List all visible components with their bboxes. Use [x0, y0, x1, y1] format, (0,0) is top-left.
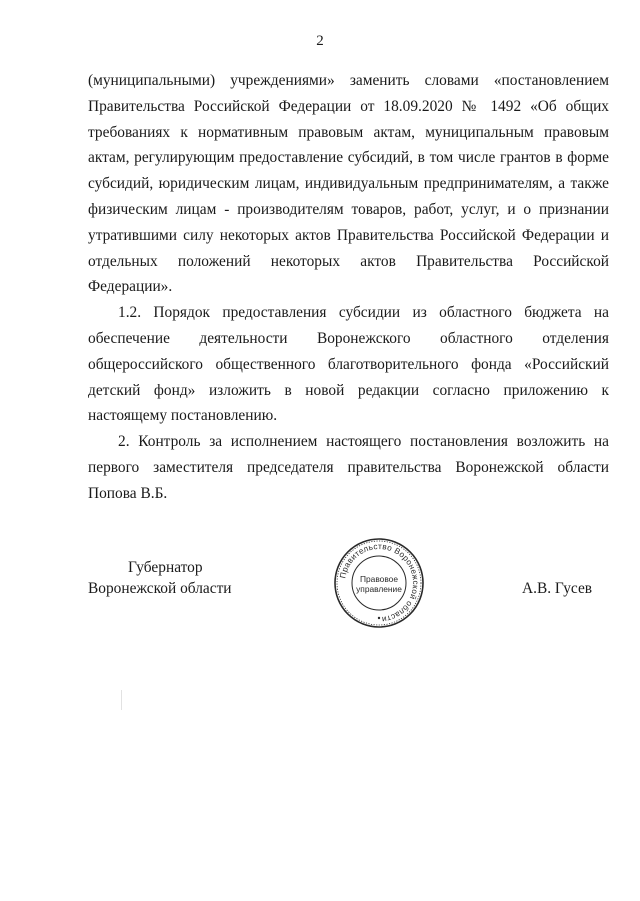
- stamp-outer-text: Правительство Воронежской области: [338, 541, 421, 624]
- stamp-seal-icon: [333, 537, 425, 629]
- signatory-position-title: Губернатор: [128, 559, 203, 576]
- document-body: [88, 68, 609, 507]
- scan-artifact: [121, 690, 122, 710]
- signatory-position: [88, 557, 232, 599]
- paragraph-item-2: 2. Контроль за исполнением настоящего постановления возложить на первого заместителя председателя правительства Воронежской области Попова В.Б.: [88, 433, 609, 502]
- official-stamp: [333, 537, 425, 629]
- page-number: 2: [316, 33, 324, 49]
- signatory-position-region: Воронежской области: [88, 580, 232, 597]
- paragraph-continuation: (муниципальными) учреждениями» заменить словами «постановлением Правительства Российской Федерации от 18.09.2020 № 1492 «Об общих требованиях к нормативным правовым актам, муниципальным правовым актам, регулирующим предоставление субсидий, в том числе грантов в форме субсидий, юридическим лицам, индивидуальным предпринимателям, а также физическим лицам - производителям товаров, работ, услуг, и о признании утратившими силу некоторых актов Правительства Российской Федерации и отдельных положений некоторых актов Правительства Российской Федерации».: [88, 72, 609, 296]
- stamp-inner-line1: Правовое: [359, 574, 399, 584]
- signatory-name: А.В. Гусев: [522, 580, 593, 597]
- stamp-inner-line2: управление: [356, 584, 402, 594]
- paragraph-item-1-2: 1.2. Порядок предоставления субсидии из областного бюджета на обеспечение деятельности Воронежского областного отделения общероссийского общественного благотворительного фонда «Российский детский фонд» изложить в новой редакции согласно приложению к настоящему постановлению.: [88, 304, 609, 425]
